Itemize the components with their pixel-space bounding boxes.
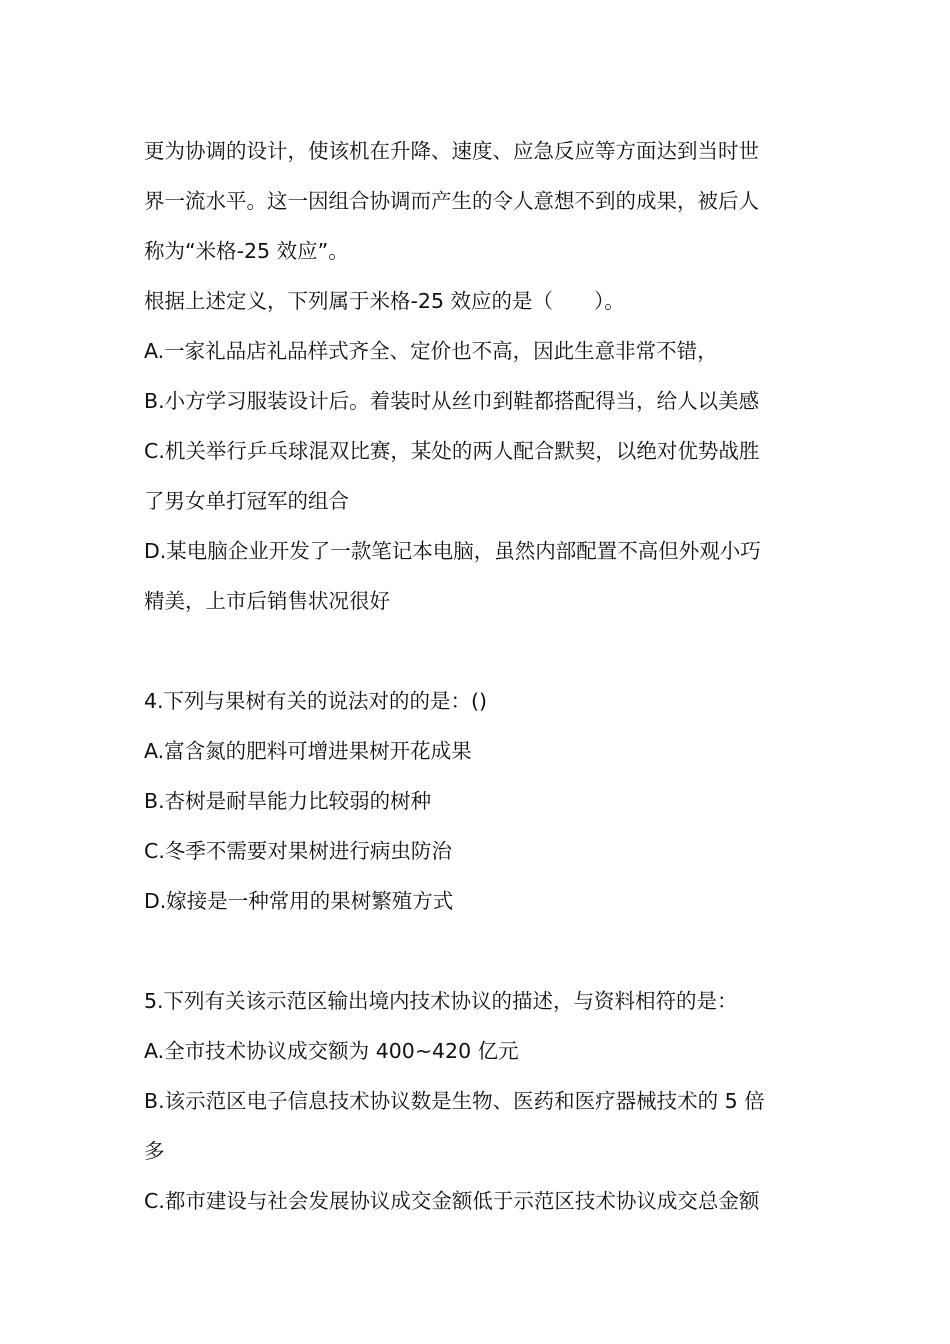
q5-stem: 5.下列有关该示范区输出境内技术协议的描述，与资料相符的是： [144,989,738,1013]
spacer [144,626,824,676]
q4-stem: 4.下列与果树有关的说法对的的是：() [144,689,488,713]
q5-option-c: C.都市建设与社会发展协议成交金额低于示范区技术协议成交总金额 [144,1189,760,1213]
spacer [144,926,824,976]
q4-option-b: B.杏树是耐旱能力比较弱的树种 [144,789,432,813]
q3-option-a: A.一家礼品店礼品样式齐全、定价也不高，因此生意非常不错， [144,339,718,363]
q4-option-d: D.嫁接是一种常用的果树繁殖方式 [144,889,454,913]
q3-option-b: B.小方学习服装设计后。着装时从丝巾到鞋都搭配得当，给人以美感 [144,389,760,413]
passage-line: 界一流水平。这一因组合协调而产生的令人意想不到的成果，被后人 [144,189,759,213]
q5-option-b-continued: 多 [144,1139,165,1163]
passage-line: 更为协调的设计，使该机在升降、速度、应急反应等方面达到当时世 [144,139,759,163]
q3-option-c-continued: 了男女单打冠军的组合 [144,489,349,513]
q3-stem: 根据上述定义，下列属于米格-25 效应的是（ ）。 [144,289,625,313]
q5-option-a: A.全市技术协议成交额为 400~420 亿元 [144,1039,519,1063]
q4-option-c: C.冬季不需要对果树进行病虫防治 [144,839,452,863]
q3-option-d-continued: 精美，上市后销售状况很好 [144,589,390,613]
q5-option-b: B.该示范区电子信息技术协议数是生物、医药和医疗器械技术的 5 倍 [144,1089,765,1113]
q4-option-a: A.富含氮的肥料可增进果树开花成果 [144,739,472,763]
q3-option-c: C.机关举行乒乓球混双比赛，某处的两人配合默契，以绝对优势战胜 [144,439,760,463]
document-content [144,126,824,1226]
passage-line: 称为“米格-25 效应”。 [144,239,349,263]
q3-option-d: D.某电脑企业开发了一款笔记本电脑，虽然内部配置不高但外观小巧 [144,539,761,563]
